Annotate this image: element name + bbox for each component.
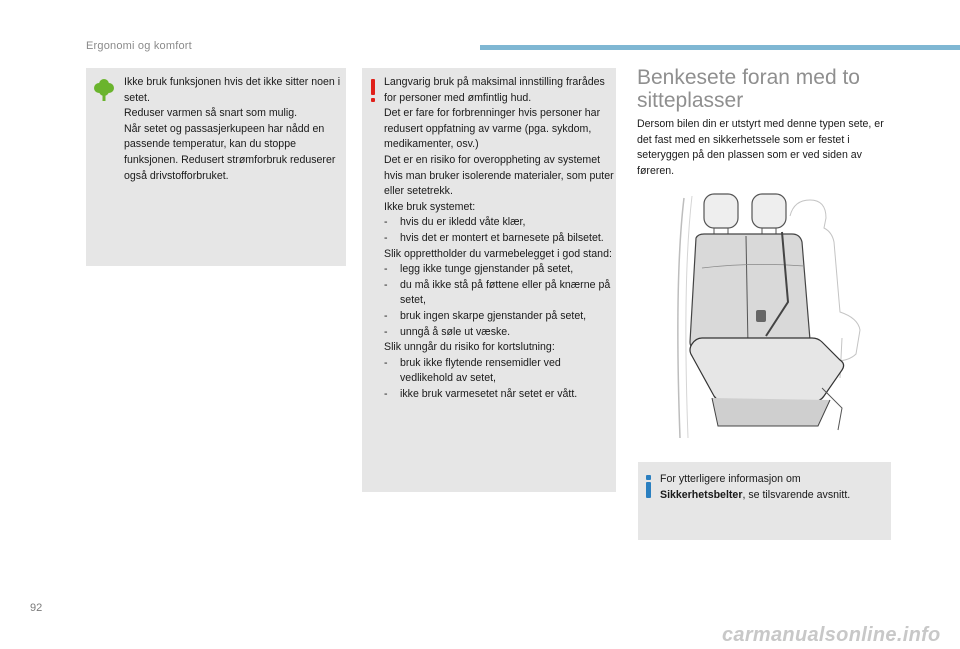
warning-text — [384, 75, 614, 402]
page-heading: Benkesete foran med to sitteplasser — [637, 66, 860, 112]
dash-mark: - — [384, 387, 388, 400]
watermark: carmanualsonline.info — [722, 624, 941, 646]
warning-paragraph: Slik opprettholder du varmebelegget i god stand: — [384, 247, 612, 260]
eco-tree-icon — [93, 78, 115, 102]
dash-mark: - — [384, 325, 388, 338]
page-number: 92 — [30, 602, 43, 614]
bench-seat-illustration — [672, 188, 884, 448]
section-header-bar — [480, 45, 960, 50]
info-prefix: For ytterligere informasjon om — [660, 473, 801, 485]
list-item-text: bruk ingen skarpe gjenstander på setet, — [400, 309, 587, 322]
warning-exclamation-icon — [370, 79, 376, 103]
list-item-text: hvis du er ikledd våte klær, — [400, 216, 526, 229]
dash-mark: - — [384, 231, 388, 244]
eco-tip-text — [124, 75, 342, 184]
eco-paragraph: Ikke bruk funksjonen hvis det ikke sitter noen i setet. — [124, 76, 341, 104]
list-item-text: hvis det er montert et barnesete på bilsetet. — [400, 231, 604, 244]
eco-paragraph: Når setet og passasjerkupeen har nådd en passende temperatur, kan du stoppe funksjonen. Redusert strømforbruk reduserer også drivstofforbruket. — [124, 122, 336, 182]
list-item-text: bruk ikke flytende rensemidler ved vedlikehold av setet, — [400, 356, 561, 385]
dash-mark: - — [384, 263, 388, 276]
info-text — [660, 472, 888, 503]
list-item — [384, 325, 614, 341]
eco-paragraph: Reduser varmen så snart som mulig. — [124, 107, 298, 120]
list-item — [384, 356, 614, 387]
list-item-text: unngå å søle ut væske. — [400, 325, 511, 338]
warning-paragraph: Slik unngår du risiko for kortslutning: — [384, 341, 555, 354]
dash-mark: - — [384, 356, 388, 369]
list-item-text: du må ikke stå på føttene eller på knærne på setet, — [400, 278, 611, 307]
dash-mark: - — [384, 278, 388, 291]
warning-paragraph: Det er fare for forbrenninger hvis personer har redusert oppfatning av varme (pga. sykdom, medikamenter, osv.) — [384, 107, 601, 151]
info-icon — [645, 475, 653, 499]
list-item — [384, 278, 614, 309]
list-item-text: legg ikke tunge gjenstander på setet, — [400, 263, 574, 276]
list-item — [384, 215, 614, 231]
info-suffix: , se tilsvarende avsnitt. — [742, 488, 851, 501]
list-item-text: ikke bruk varmesetet når setet er vått. — [400, 387, 578, 400]
list-item — [384, 387, 614, 403]
list-item — [384, 262, 614, 278]
list-item — [384, 231, 614, 247]
list-item — [384, 309, 614, 325]
dash-mark: - — [384, 309, 388, 322]
dash-mark: - — [384, 216, 388, 229]
info-link-term: Sikkerhetsbelter — [660, 488, 743, 501]
warning-paragraph: Ikke bruk systemet: — [384, 200, 476, 213]
section-title: Ergonomi og komfort — [86, 40, 192, 52]
warning-paragraph: Det er en risiko for overoppheting av systemet hvis man bruker isolerende materialer, som puter eller setetrekk. — [384, 153, 614, 198]
warning-paragraph: Langvarig bruk på maksimal innstilling frarådes for personer med ømfintlig hud. — [384, 76, 605, 104]
intro-paragraph: Dersom bilen din er utstyrt med denne typen sete, er det fast med en sikkerhetssele som er festet i seteryggen på den plassen som er ved siden av føreren. — [637, 118, 884, 177]
